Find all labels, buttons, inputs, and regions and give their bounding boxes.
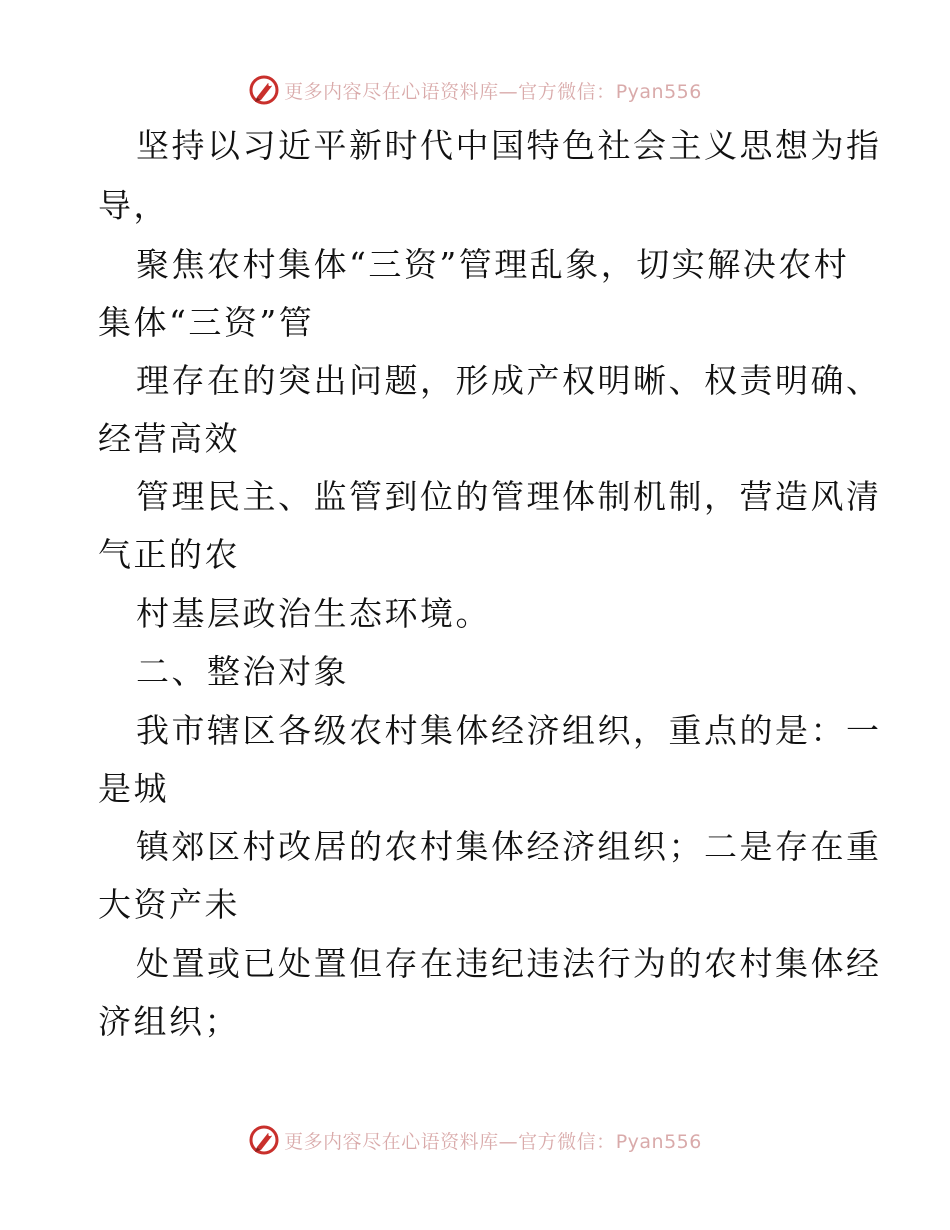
paragraph-line: 理存在的突出问题，形成产权明晰、权责明确、: [136, 361, 882, 400]
header-wechat-id: Pyan556: [615, 80, 702, 103]
paragraph-line: 处置或已处置但存在违纪违法行为的农村集体经: [136, 944, 882, 983]
paragraph-line: 济组织；: [98, 1002, 240, 1041]
footer-wechat-label: 官方微信：: [518, 1130, 616, 1153]
footer-watermark: [0, 1120, 950, 1160]
paragraph-line: 聚焦农村集体“三资”管理乱象，切实解决农村: [136, 245, 850, 284]
header-wechat-label: 官方微信：: [518, 80, 616, 103]
paragraph-line: 大资产未: [98, 885, 240, 924]
paragraph-line: 导，: [98, 186, 169, 225]
paragraph-line: 集体“三资”管: [98, 303, 315, 342]
footer-wechat-id: Pyan556: [615, 1130, 702, 1153]
paragraph-line: 坚持以习近平新时代中国特色社会主义思想为指: [136, 126, 882, 165]
footer-site-name: 更多内容尽在心语资料库: [284, 1130, 499, 1153]
paragraph-line: 气正的农: [98, 535, 240, 574]
paragraph-line: 镇郊区村改居的农村集体经济组织；二是存在重: [136, 827, 882, 866]
header-watermark-text: [284, 77, 702, 104]
logo-pen-icon: [248, 74, 280, 106]
header-site-name: 更多内容尽在心语资料库: [284, 80, 499, 103]
paragraph-line: 管理民主、监管到位的管理体制机制，营造风清: [136, 477, 882, 516]
logo-pen-icon: [248, 1124, 280, 1156]
paragraph-line: 村基层政治生态环境。: [136, 594, 491, 633]
paragraph-line: 是城: [98, 769, 169, 808]
paragraph-line: 经营高效: [98, 419, 240, 458]
footer-watermark-text: [284, 1127, 702, 1154]
header-dash: —: [498, 80, 519, 103]
section-heading: 二、整治对象: [136, 652, 349, 691]
header-watermark: [0, 70, 950, 110]
paragraph-line: 我市辖区各级农村集体经济组织，重点的是：一: [136, 711, 882, 750]
footer-dash: —: [498, 1130, 519, 1153]
